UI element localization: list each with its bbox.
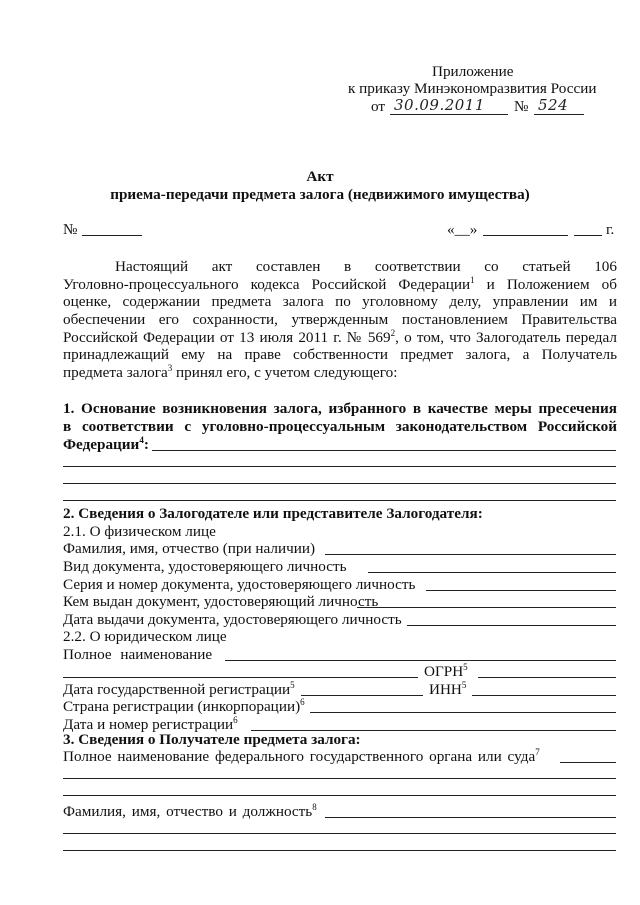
fio-field[interactable] bbox=[325, 554, 616, 555]
doc-type-field[interactable] bbox=[368, 572, 616, 573]
intro-line-3: оценке, содержании предмета залога по уголовному делу, управлении им и bbox=[63, 293, 617, 310]
intro-line-4: обеспечении его сохранности, утвержденным постановлением Правительства bbox=[63, 311, 617, 328]
act-date-year-field[interactable] bbox=[574, 235, 602, 236]
doc-type-label: Вид документа, удостоверяющего личность bbox=[63, 558, 347, 575]
ogrn-field[interactable] bbox=[478, 677, 616, 678]
org-name-field-2[interactable] bbox=[63, 778, 616, 779]
section2-heading: 2. Сведения о Залогодателе или представителе Залогодателя: bbox=[63, 505, 483, 522]
org-name-label: Полное наименование федерального государственного органа или суда$^7$ bbox=[63, 747, 540, 765]
order-number-handwritten: 524 bbox=[538, 96, 569, 114]
section2-2-heading: 2.2. О юридическом лице bbox=[63, 628, 227, 645]
intro-line-6: принадлежащий ему на праве собственности предмет залога, а Получатель bbox=[63, 346, 617, 363]
order-date-handwritten: 30.09.2011 bbox=[394, 96, 485, 114]
reg-date-field[interactable] bbox=[301, 695, 423, 696]
org-name-field-3[interactable] bbox=[63, 795, 616, 796]
inn-label: ИНН$^5$ bbox=[429, 680, 467, 698]
doc-issuer-label: Кем выдан документ, удостоверяющий личность bbox=[63, 593, 379, 610]
intro-line-7: предмета залога$^3$ принял его, с учетом следующего: bbox=[63, 363, 398, 381]
section1-field-4[interactable] bbox=[63, 500, 616, 501]
section1-heading-line-2: в соответствии с уголовно-процессуальным законодательством Российской bbox=[63, 418, 617, 435]
intro-line-5: Российской Федерации от 13 июля 2011 г. № $569^2$, о том, что Залогодатель передал bbox=[63, 328, 617, 346]
intro-line-2: Уголовно-процессуального кодекса Российской Федерации$^1$ и Положением об bbox=[63, 275, 617, 293]
section1-field-3[interactable] bbox=[63, 483, 616, 484]
inn-field[interactable] bbox=[472, 695, 616, 696]
order-date-line bbox=[390, 114, 508, 115]
country-field[interactable] bbox=[310, 712, 616, 713]
act-subtitle: приема-передачи предмета залога (недвижимого имущества) bbox=[110, 186, 530, 203]
ogrn-label: ОГРН$^5$ bbox=[424, 662, 468, 680]
section1-heading-line-3: Федерации$^4$: bbox=[63, 435, 149, 453]
order-date-label: от bbox=[371, 98, 386, 115]
person-field-2[interactable] bbox=[63, 833, 616, 834]
section1-heading-line-1: 1. Основание возникновения залога, избранного в качестве меры пресечения bbox=[63, 400, 617, 417]
reg-number-label: Дата и номер регистрации$^6$ bbox=[63, 715, 238, 733]
doc-date-field[interactable] bbox=[407, 625, 616, 626]
section1-field-1[interactable] bbox=[152, 450, 616, 451]
person-label: Фамилия, имя, отчество и должность$^8$ bbox=[63, 802, 317, 820]
act-date-quote: «__» bbox=[447, 221, 478, 238]
doc-issuer-field[interactable] bbox=[357, 607, 616, 608]
person-field[interactable] bbox=[325, 817, 616, 818]
reg-date-label: Дата государственной регистрации$^5$ bbox=[63, 680, 295, 698]
country-label: Страна регистрации (инкорпорации)$^6$ bbox=[63, 697, 305, 715]
doc-series-field[interactable] bbox=[426, 590, 616, 591]
full-name-label: Полное наименование bbox=[63, 646, 213, 663]
full-name-field-2[interactable] bbox=[63, 677, 418, 678]
org-name-field[interactable] bbox=[560, 762, 616, 763]
full-name-field[interactable] bbox=[225, 660, 616, 661]
act-number-field[interactable] bbox=[82, 235, 142, 236]
order-number-line bbox=[534, 114, 584, 115]
section3-heading: 3. Сведения о Получателе предмета залога: bbox=[63, 731, 361, 748]
section1-field-2[interactable] bbox=[63, 466, 616, 467]
doc-series-label: Серия и номер документа, удостоверяющего личность bbox=[63, 576, 416, 593]
person-field-3[interactable] bbox=[63, 850, 616, 851]
section2-1-heading: 2.1. О физическом лице bbox=[63, 523, 216, 540]
act-date-year-suffix: г. bbox=[606, 221, 615, 238]
doc-date-label: Дата выдачи документа, удостоверяющего личность bbox=[63, 611, 402, 628]
act-number-label: № bbox=[63, 221, 78, 238]
act-date-month-field[interactable] bbox=[483, 235, 568, 236]
act-title: Акт bbox=[306, 168, 334, 185]
appendix-label: Приложение bbox=[432, 63, 514, 80]
order-number-label: № bbox=[514, 98, 529, 115]
order-reference: к приказу Минэкономразвития России bbox=[348, 80, 597, 97]
fio-label: Фамилия, имя, отчество (при наличии) bbox=[63, 540, 316, 557]
intro-line-1: Настоящий акт составлен в соответствии со статьей 106 bbox=[115, 258, 617, 275]
